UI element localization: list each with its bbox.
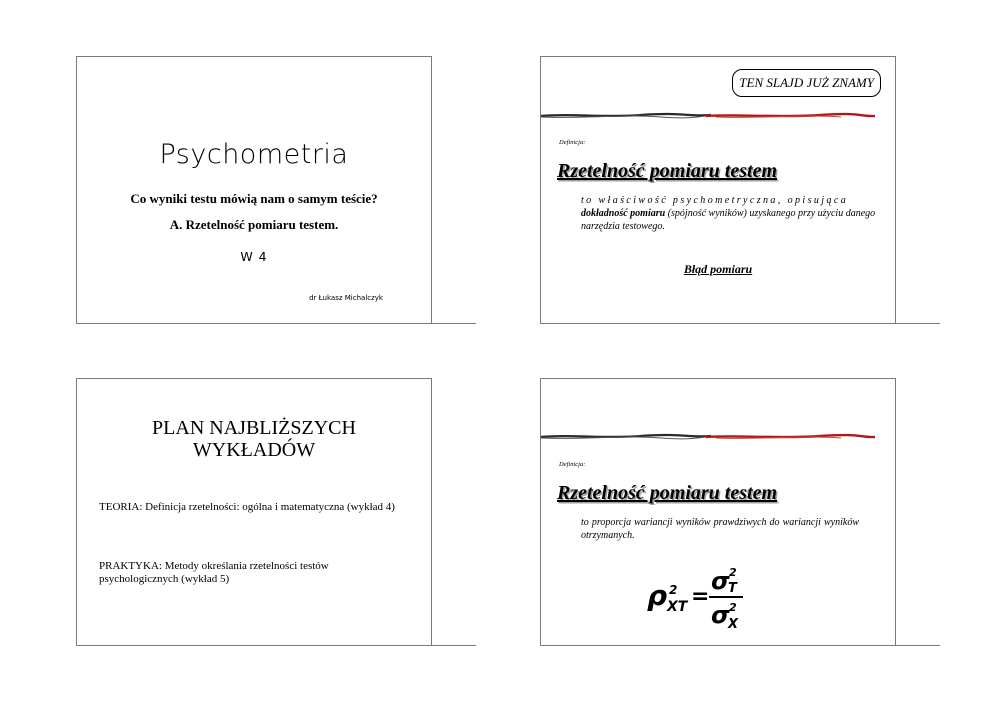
definition-text: to proporcja wariancji wyników prawdziwych do wariancji wyników otrzymanych. <box>581 517 859 541</box>
svg-text:2: 2 <box>729 566 737 579</box>
notes-line <box>432 645 476 646</box>
notes-line <box>896 323 940 324</box>
plan-title-line1: PLAN NAJBLIŻSZYCH <box>152 417 356 439</box>
notes-line <box>432 323 476 324</box>
definition-text <box>581 194 881 233</box>
plan-item-practice: PRAKTYKA: Metody określania rzetelności testów psychologicznych (wykład 5) <box>99 560 329 585</box>
svg-text:2: 2 <box>669 583 678 597</box>
slide-definition-recap <box>540 56 896 324</box>
svg-text:ρ: ρ <box>647 579 668 612</box>
slide-subtitle-question: Co wyniki testu mówią nam o samym teście? <box>130 191 378 206</box>
svg-text:2: 2 <box>729 601 737 614</box>
brush-divider <box>541 112 875 120</box>
reliability-formula <box>643 561 763 631</box>
svg-text:T: T <box>728 581 737 596</box>
svg-text:σ: σ <box>711 601 730 629</box>
plan-item-theory: TEORIA: Definicja rzetelności: ogólna i matematyczna (wykład 4) <box>99 501 395 513</box>
svg-text:X: X <box>728 617 739 631</box>
svg-text:XT: XT <box>667 599 688 615</box>
definition-text-line1: to właściwość psychometryczna, opisująca <box>581 195 849 206</box>
svg-text:=: = <box>691 584 710 609</box>
lecture-number: W 4 <box>240 249 268 264</box>
plan-title-line2: WYKŁADÓW <box>192 439 316 461</box>
measurement-error-link[interactable]: Błąd pomiaru <box>683 262 753 276</box>
slide-subtitle-topic: A. Rzetelność pomiaru testem. <box>169 217 339 232</box>
definition-label: Definicja: <box>559 461 586 468</box>
slide-definition-math <box>540 378 896 646</box>
slide-plan <box>76 378 432 646</box>
definition-title: Rzetelność pomiaru testem <box>557 160 777 182</box>
brush-divider <box>541 433 875 441</box>
notes-line <box>896 645 940 646</box>
slide-title-heading: Psychometria <box>159 139 349 170</box>
plan-title <box>77 417 431 461</box>
recap-badge: TEN SLAJD JUŻ ZNAMY <box>732 69 881 97</box>
definition-text-rest: (spójność wyników) uzyskanego przy użyciu danego narzędzia testowego. <box>581 208 876 232</box>
author-name: dr Łukasz Michalczyk <box>309 294 383 302</box>
definition-label: Definicja: <box>559 139 586 146</box>
definition-keyword: dokładność pomiaru <box>581 208 666 219</box>
svg-text:σ: σ <box>711 567 730 595</box>
slide-title <box>76 56 432 324</box>
definition-title: Rzetelność pomiaru testem <box>557 482 777 504</box>
